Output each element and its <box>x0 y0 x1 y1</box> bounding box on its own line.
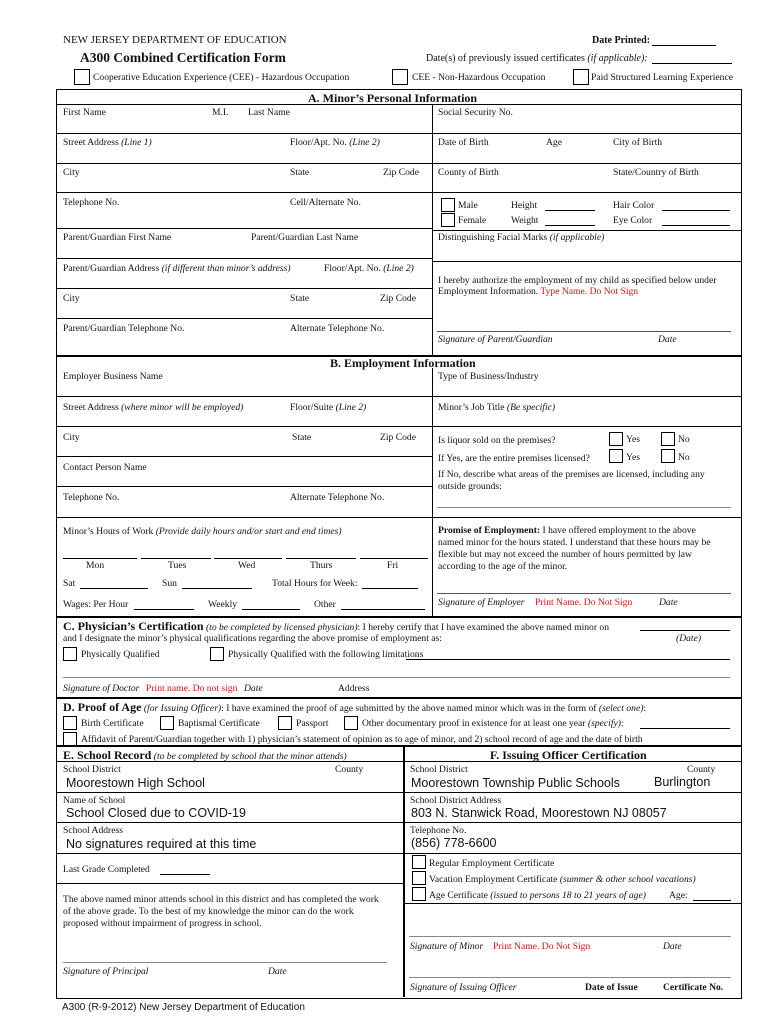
state-country-birth-label: State/Country of Birth <box>613 167 699 178</box>
e-district-value[interactable]: Moorestown High School <box>66 776 205 790</box>
thurs-label: Thurs <box>310 560 333 571</box>
f-district-label: School District <box>410 764 468 775</box>
e-school-name-value[interactable]: School Closed due to COVID-19 <box>66 806 246 820</box>
officer-signature-line[interactable] <box>409 977 731 978</box>
exam-date-field[interactable] <box>640 630 730 631</box>
vacation-cert-checkbox[interactable] <box>412 871 426 885</box>
department-name: NEW JERSEY DEPARTMENT OF EDUCATION <box>63 34 287 46</box>
tues-label: Tues <box>168 560 187 571</box>
total-hours-label: Total Hours for Week: <box>272 578 358 589</box>
other-doc-checkbox[interactable] <box>344 716 358 730</box>
authorize-text-2: Employment Information. Type Name. Do Not Sign <box>438 286 639 297</box>
tues-field[interactable] <box>141 558 211 559</box>
type-name-note: Type Name. Do Not Sign <box>540 286 639 297</box>
wages-label: Wages: Per Hour <box>63 599 129 610</box>
employer-label: Employer Business Name <box>63 371 163 382</box>
hair-color-field[interactable] <box>662 210 730 211</box>
mon-field[interactable] <box>63 558 137 559</box>
limitations-field-2[interactable] <box>63 677 730 678</box>
dob-label: Date of Birth <box>438 137 489 148</box>
sig-officer-label: Signature of Issuing Officer <box>410 982 517 993</box>
parent-city-label: City <box>63 293 80 304</box>
liquor-yes-checkbox[interactable] <box>609 432 623 446</box>
liquor-question: Is liquor sold on the premises? <box>438 435 556 446</box>
birth-cert-checkbox[interactable] <box>63 716 77 730</box>
e-district-label: School District <box>63 764 121 775</box>
wed-field[interactable] <box>214 558 282 559</box>
age-label: Age <box>546 137 562 148</box>
paid-learning-checkbox[interactable] <box>573 69 589 85</box>
total-hours-field[interactable] <box>362 588 418 589</box>
liquor-no-checkbox[interactable] <box>661 432 675 446</box>
licensed-no-checkbox[interactable] <box>661 449 675 463</box>
sig-parent-date-label: Date <box>658 334 677 345</box>
telephone-label: Telephone No. <box>63 197 120 208</box>
section-a-title: A. Minor’s Personal Information <box>308 91 478 105</box>
qualified-label: Physically Qualified <box>81 649 160 660</box>
parent-tel-label: Parent/Guardian Telephone No. <box>63 323 185 334</box>
qualified-limits-checkbox[interactable] <box>210 647 224 661</box>
certificate-no-label: Certificate No. <box>663 982 724 993</box>
hair-color-label: Hair Color <box>613 200 655 211</box>
employer-floor-label: Floor/Suite (Line 2) <box>290 402 367 413</box>
exam-date-label: (Date) <box>676 633 702 644</box>
facial-marks-label: Distinguishing Facial Marks (if applicable) <box>438 232 605 243</box>
f-phone-value[interactable]: (856) 778-6600 <box>411 836 497 850</box>
thurs-field[interactable] <box>286 558 356 559</box>
date-of-issue-label: Date of Issue <box>585 982 638 993</box>
street-label: Street Address (Line 1) <box>63 137 152 148</box>
qualified-limits-label: Physically Qualified with the following limitations <box>228 649 424 660</box>
section-d-header: D. Proof of Age (for Issuing Officer): I have examined the proof of age submitted by the above named minor which was in the form of (select one): <box>63 700 647 714</box>
prev-certs-field[interactable] <box>652 63 732 64</box>
e-school-name-label: Name of School <box>63 795 126 806</box>
sun-label: Sun <box>162 578 177 589</box>
licensed-yes-checkbox[interactable] <box>609 449 623 463</box>
section-e-header: E. School Record (to be completed by school that the minor attends) <box>63 748 347 762</box>
regular-cert-label: Regular Employment Certificate <box>429 858 555 869</box>
cell-label: Cell/Alternate No. <box>290 197 361 208</box>
regular-cert-checkbox[interactable] <box>412 855 426 869</box>
parent-last-label: Parent/Guardian Last Name <box>251 232 359 243</box>
section-c-text-2: and I designate the minor’s physical qualifications regarding the above promise of employment as: <box>63 633 442 644</box>
parent-first-label: Parent/Guardian First Name <box>63 232 172 243</box>
doctor-print-name-note: Print name. Do not sign <box>146 683 238 694</box>
county-of-birth-label: County of Birth <box>438 167 499 178</box>
parent-alt-tel-label: Alternate Telephone No. <box>290 323 385 334</box>
liquor-no-label: No <box>678 434 690 445</box>
state-label: State <box>290 167 310 178</box>
age-field[interactable] <box>693 900 731 901</box>
form-title: A300 Combined Certification Form <box>80 50 286 65</box>
describe-text-1: If No, describe what areas of the premises are licensed, including any <box>438 469 705 480</box>
limitations-field[interactable] <box>406 659 730 660</box>
last-grade-field[interactable] <box>160 874 210 875</box>
age-cert-checkbox[interactable] <box>412 887 426 901</box>
principal-signature-line[interactable] <box>63 962 387 963</box>
employer-tel-label: Telephone No. <box>63 492 120 503</box>
f-county-value[interactable]: Burlington <box>654 775 711 789</box>
female-label: Female <box>458 215 487 226</box>
describe-field[interactable] <box>437 507 731 508</box>
f-phone-label: Telephone No. <box>410 825 467 836</box>
fri-field[interactable] <box>360 558 428 559</box>
last-name-label: Last Name <box>248 107 290 118</box>
licensed-no-label: No <box>678 452 690 463</box>
male-checkbox[interactable] <box>441 198 455 212</box>
describe-text-2: outside grounds: <box>438 481 502 492</box>
job-title-label: Minor’s Job Title (Be specific) <box>438 402 556 413</box>
wed-label: Wed <box>238 560 256 571</box>
sig-doctor-label: Signature of Doctor <box>63 683 140 694</box>
cee-hazardous-label: Cooperative Education Experience (CEE) - Hazardous Occupation <box>93 72 350 83</box>
city-label: City <box>63 167 80 178</box>
sun-field[interactable] <box>182 588 252 589</box>
last-grade-label: Last Grade Completed <box>63 864 150 875</box>
weight-field[interactable] <box>545 225 595 226</box>
hours-label: Minor’s Hours of Work (Provide daily hours and/or start and end times) <box>63 526 342 537</box>
e-county-label: County <box>335 764 364 775</box>
height-label: Height <box>511 200 538 211</box>
other-doc-field[interactable] <box>640 728 730 729</box>
business-type-label: Type of Business/Industry <box>438 371 539 382</box>
section-b-title: B. Employment Information <box>330 356 476 370</box>
date-printed-label: Date Printed: <box>592 35 651 46</box>
passport-checkbox[interactable] <box>278 716 292 730</box>
parent-signature-line[interactable] <box>437 331 731 332</box>
parent-address-label: Parent/Guardian Address (if different than minor’s address) <box>63 263 291 274</box>
employer-alt-tel-label: Alternate Telephone No. <box>290 492 385 503</box>
fri-label: Fri <box>387 560 399 571</box>
prev-certs-label: Date(s) of previously issued certificates (if applicable): <box>426 53 648 64</box>
age-cert-label: Age Certificate (issued to persons 18 to 21 years of age) <box>429 890 646 901</box>
section-c-header: C. Physician’s Certification (to be completed by licensed physician): I hereby certify that I have examined the above named minor on <box>63 619 610 633</box>
f-county-label: County <box>687 764 716 775</box>
baptismal-checkbox[interactable] <box>160 716 174 730</box>
licensed-yes-label: Yes <box>626 452 640 463</box>
eye-color-label: Eye Color <box>613 215 653 226</box>
wages-hourly-field[interactable] <box>134 609 194 610</box>
cee-nonhazardous-label: CEE - Non-Hazardous Occupation <box>412 72 546 83</box>
liquor-yes-label: Yes <box>626 434 640 445</box>
licensed-question: If Yes, are the entire premises licensed? <box>438 453 590 464</box>
weekly-label: Weekly <box>208 599 238 610</box>
baptismal-label: Baptismal Certificate <box>178 718 260 729</box>
employer-city-label: City <box>63 432 80 443</box>
doctor-date-label: Date <box>244 683 263 694</box>
cee-hazardous-checkbox[interactable] <box>74 69 90 85</box>
height-field[interactable] <box>545 210 595 211</box>
wages-other-field[interactable] <box>341 609 425 610</box>
wages-weekly-field[interactable] <box>242 609 300 610</box>
doctor-address-label: Address <box>338 683 370 694</box>
male-label: Male <box>458 200 478 211</box>
minor-date-label: Date <box>663 941 682 952</box>
parent-state-label: State <box>290 293 310 304</box>
sig-employer-label: Signature of Employer <box>438 597 525 608</box>
eye-color-field[interactable] <box>662 225 730 226</box>
employer-signature-line[interactable] <box>437 593 731 594</box>
employer-date-label: Date <box>659 597 678 608</box>
e-address-label: School Address <box>63 825 123 836</box>
sat-label: Sat <box>63 578 76 589</box>
parent-zip-label: Zip Code <box>380 293 416 304</box>
parent-floor-label: Floor/Apt. No. (Line 2) <box>324 263 414 274</box>
qualified-checkbox[interactable] <box>63 647 77 661</box>
authorize-text-1: I hereby authorize the employment of my child as specified below under <box>438 275 717 286</box>
employer-zip-label: Zip Code <box>380 432 416 443</box>
other-label: Other <box>314 599 336 610</box>
weight-label: Weight <box>511 215 539 226</box>
mon-label: Mon <box>86 560 105 571</box>
e-address-value[interactable]: No signatures required at this time <box>66 837 257 851</box>
contact-label: Contact Person Name <box>63 462 147 473</box>
passport-label: Passport <box>296 718 329 729</box>
employer-street-label: Street Address (where minor will be employed) <box>63 402 244 413</box>
sig-principal-label: Signature of Principal <box>63 966 149 977</box>
affidavit-checkbox[interactable] <box>63 732 77 746</box>
section-f-title: F. Issuing Officer Certification <box>490 748 647 762</box>
footer-text: A300 (R-9-2012) New Jersey Department of Education <box>62 1002 305 1013</box>
first-name-label: First Name <box>63 107 106 118</box>
other-doc-label: Other documentary proof in existence for at least one year (specify): <box>362 718 625 729</box>
floor-label: Floor/Apt. No. (Line 2) <box>290 137 380 148</box>
ssn-label: Social Security No. <box>438 107 513 118</box>
affidavit-label: Affidavit of Parent/Guardian together with 1) physician’s statement of opinion as to age of minor, and 2) school record of age and the date of birth <box>81 734 643 745</box>
principal-date-label: Date <box>268 966 287 977</box>
employer-state-label: State <box>292 432 312 443</box>
minor-signature-line[interactable] <box>409 936 731 937</box>
cee-nonhazardous-checkbox[interactable] <box>392 69 408 85</box>
f-address-label: School District Address <box>410 795 502 806</box>
age-label-f: Age: <box>669 890 688 901</box>
vacation-cert-label: Vacation Employment Certificate (summer & other school vacations) <box>429 874 696 885</box>
sig-minor-label: Signature of Minor <box>410 941 484 952</box>
female-checkbox[interactable] <box>441 213 455 227</box>
minor-print-name-note: Print Name. Do Not Sign <box>493 941 591 952</box>
paid-learning-label: Paid Structured Learning Experience <box>591 72 733 83</box>
f-district-value[interactable]: Moorestown Township Public Schools <box>411 776 620 790</box>
city-of-birth-label: City of Birth <box>613 137 663 148</box>
employer-print-name-note: Print Name. Do Not Sign <box>535 597 633 608</box>
school-statement: The above named minor attends school in this district and has completed the work of the above grade. To the best of my knowledge the minor can do the work proposed without impairment of progress in school. <box>63 894 379 929</box>
sig-parent-label: Signature of Parent/Guardian <box>438 334 553 345</box>
promise-of-employment: Promise of Employment: I have offered employment to the above named minor for the hours stated. I understand that these hours may be flexible but may not exceed the number of hours permitted by law according to the age of the minor. <box>438 525 711 572</box>
mi-label: M.I. <box>212 107 229 118</box>
zip-label: Zip Code <box>383 167 419 178</box>
date-printed-field[interactable] <box>652 45 716 46</box>
f-address-value[interactable]: 803 N. Stanwick Road, Moorestown NJ 08057 <box>411 806 667 820</box>
sat-field[interactable] <box>80 588 148 589</box>
birth-cert-label: Birth Certificate <box>81 718 144 729</box>
